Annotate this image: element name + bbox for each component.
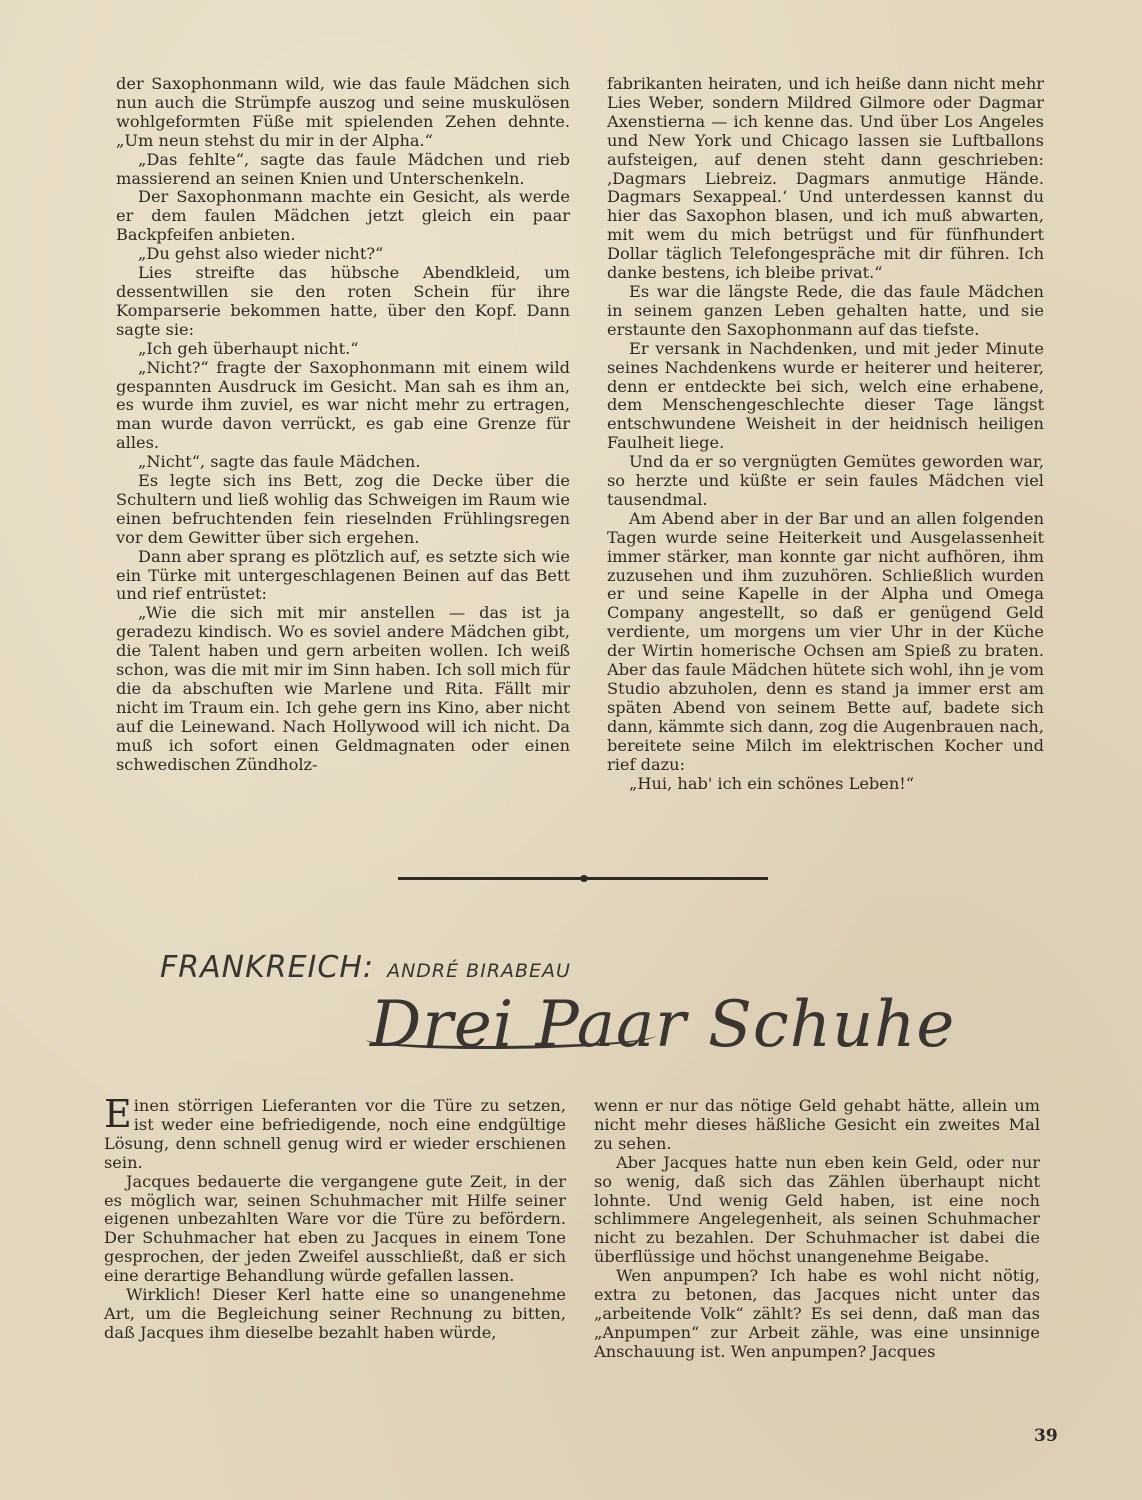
- paragraph: Er versank in Nachdenken, und mit jeder Minute seines Nachdenkens wurde er heiterer und heiterer, denn er entdeckte bei sich, welch eine erhabene, dem Menschengeschlechte dieser Tage längst entschwundene Weisheit in der heidnisch heiligen Faulheit liege.: [607, 338, 1044, 453]
- paragraph: „Wie die sich mit mir anstellen — das ist ja geradezu kindisch. Wo es soviel andere Mädchen gibt, die Talent haben und gern arbeiten wollen. Ich weiß schon, was die mit mir im Sinn haben. Ich soll mich für die da abschuften wie Marlene und Rita. Fällt mir nicht im Traum ein. Ich gehe gern ins Kino, aber nicht auf die Leinewand. Nach Hollywood will ich nicht. Da muß ich sofort einen Geldmagnaten oder einen schwedischen Zündholz-: [116, 603, 570, 774]
- story-heading: [160, 950, 860, 985]
- paragraph: Lies streifte das hübsche Abendkleid, um dessentwillen sie den roten Schein für ihre Komparserie bekommen hatte, über den Kopf. Dann sagte sie:: [116, 263, 570, 339]
- paragraph: Wen anpumpen? Ich habe es wohl nicht nötig, extra zu betonen, das Jacques nicht unter das „arbeitende Volk“ zählt? Es sei denn, daß man das „Anpumpen“ zur Arbeit zähle, was eine unsinnige Anschauung ist. Wen anpumpen? Jacques: [594, 1266, 1040, 1361]
- bottom-left-column: [104, 1092, 566, 1343]
- bottom-right-column: [594, 1097, 1040, 1362]
- paragraph: „Hui, hab' ich ein schönes Leben!“: [629, 773, 915, 793]
- author-name: ANDRÉ BIRABEAU: [387, 960, 571, 982]
- paragraph: Der Saxophonmann machte ein Gesicht, als werde er dem faulen Mädchen jetzt gleich ein paar Backpfeifen anbieten.: [116, 187, 570, 245]
- drop-cap: E: [104, 1092, 132, 1136]
- top-right-column: [607, 75, 1044, 793]
- story-title: [370, 988, 1010, 1062]
- paragraph: Und da er so vergnügten Gemütes geworden war, so herzte und küßte er sein faules Mädchen viel tausendmal.: [607, 452, 1044, 509]
- paragraph: Am Abend aber in der Bar und an allen folgenden Tagen wurde seine Heiterkeit und Ausgelassenheit immer stärker, man konnte gar nicht aufhören, ihm zuzusehen und ihm zuzuhören. Schließlich wurden er und seine Kapelle in der Alpha und Omega Company angestellt, so daß er genügend Geld verdiente, um morgens um vier Uhr in der Küche der Wirtin homerische Ochsen am Spieß zu braten. Aber das faule Mädchen hütete sich wohl, ihn je vom Studio abzuholen, denn es stand ja immer erst am späten Abend von seinem Bette auf, badete sich dann, kämmte sich dann, zog die Augenbrauen nach, bereitete seine Milch im elektrischen Kocher und rief dazu:: [607, 508, 1044, 774]
- paragraph: Jacques bedauerte die vergangene gute Zeit, in der es möglich war, seinen Schuhmacher mit Hilfe seiner eigenen unbezahlten Ware vor die Türe zu befördern. Der Schuhmacher hat eben zu Jacques in einem Tone gesprochen, der jeden Zweifel ausschließt, daß er sich eine derartige Behandlung würde gefallen lassen.: [104, 1171, 566, 1286]
- page-number: 39: [1034, 1426, 1058, 1446]
- paragraph: Wirklich! Dieser Kerl hatte eine so unangenehme Art, um die Begleichung seiner Rechnung zu bitten, daß Jacques ihm dieselbe bezahlt haben würde,: [104, 1285, 566, 1342]
- paragraph: Es legte sich ins Bett, zog die Decke über die Schultern und ließ wohlig das Schweigen im Raum wie einen befruchtenden fein rieselnden Frühlingsregen vor dem Gewitter über sich ergehen.: [116, 471, 570, 547]
- paragraph: wenn er nur das nötige Geld gehabt hätte, allein um nicht mehr dieses häßliche Gesicht ein zweites Mal zu sehen.: [594, 1096, 1040, 1153]
- paragraph: Dann aber sprang es plötzlich auf, es setzte sich wie ein Türke mit untergeschlagenen Beinen auf das Bett und rief entrüstet:: [116, 546, 570, 604]
- paragraph: „Nicht“, sagte das faule Mädchen.: [138, 452, 421, 472]
- paragraph: „Ich geh überhaupt nicht.“: [138, 338, 359, 358]
- paragraph: Es war die längste Rede, die das faule Mädchen in seinem ganzen Leben gehalten hatte, und sie erstaunte den Saxophonmann auf das tiefste.: [607, 281, 1044, 339]
- section-divider: [398, 877, 768, 880]
- story-title-text: Drei Paar Schuhe: [370, 988, 956, 1062]
- paragraph: fabrikanten heiraten, und ich heiße dann nicht mehr Lies Weber, sondern Mildred Gilmore oder Dagmar Axenstierna — ich kenne das. Und über Los Angeles und New York und Chicago lassen sie Luftballons aufsteigen, auf denen steht dann geschrieben: ‚Dagmars Liebreiz. Dagmars anmutige Hände. Dagmars Sexappeal.‘ Und unterdessen kannst du hier das Saxophon blasen, und ich muß abwarten, mit wem du mich betrügst und für fünfhundert Dollar täglich Telefongespräche mit dir führen. Ich danke bestens, ich bleibe privat.“: [607, 74, 1044, 283]
- paragraph: der Saxophonmann wild, wie das faule Mädchen sich nun auch die Strümpfe auszog und seine muskulösen wohlgeformten Füße mit spielenden Zehen dehnte. „Um neun stehst du mir in der Alpha.“: [116, 74, 570, 150]
- top-left-column: [116, 75, 570, 775]
- paragraph: „Du gehst also wieder nicht?“: [138, 244, 384, 264]
- paragraph: „Nicht?“ fragte der Saxophonmann mit einem wild gespannten Ausdruck im Gesicht. Man sah es ihm an, es wurde ihm zuviel, es war nicht mehr zu ertragen, man wurde davon verrückt, es gab eine Grenze für alles.: [116, 357, 570, 453]
- paragraph: „Das fehlte“, sagte das faule Mädchen und rieb massierend an seinen Knien und Unterschenkeln.: [116, 149, 570, 188]
- opening-text: inen störrigen Lieferanten vor die Türe zu setzen, ist weder eine befriedigende, noch eine endgültige Lösung, denn schnell genug wird er wieder erschienen sein.: [104, 1096, 566, 1172]
- opening-paragraph: [104, 1092, 566, 1173]
- paragraph: Aber Jacques hatte nun eben kein Geld, oder nur so wenig, daß sich das Zählen überhaupt nicht lohnte. Und wenig Geld haben, ist eine noch schlimmere Angelegenheit, als seinen Schuhmacher nicht zu bezahlen. Der Schuhmacher ist dabei die überflüssige und höchst unangenehme Beigabe.: [594, 1152, 1040, 1267]
- country-label: FRANKREICH:: [160, 950, 374, 985]
